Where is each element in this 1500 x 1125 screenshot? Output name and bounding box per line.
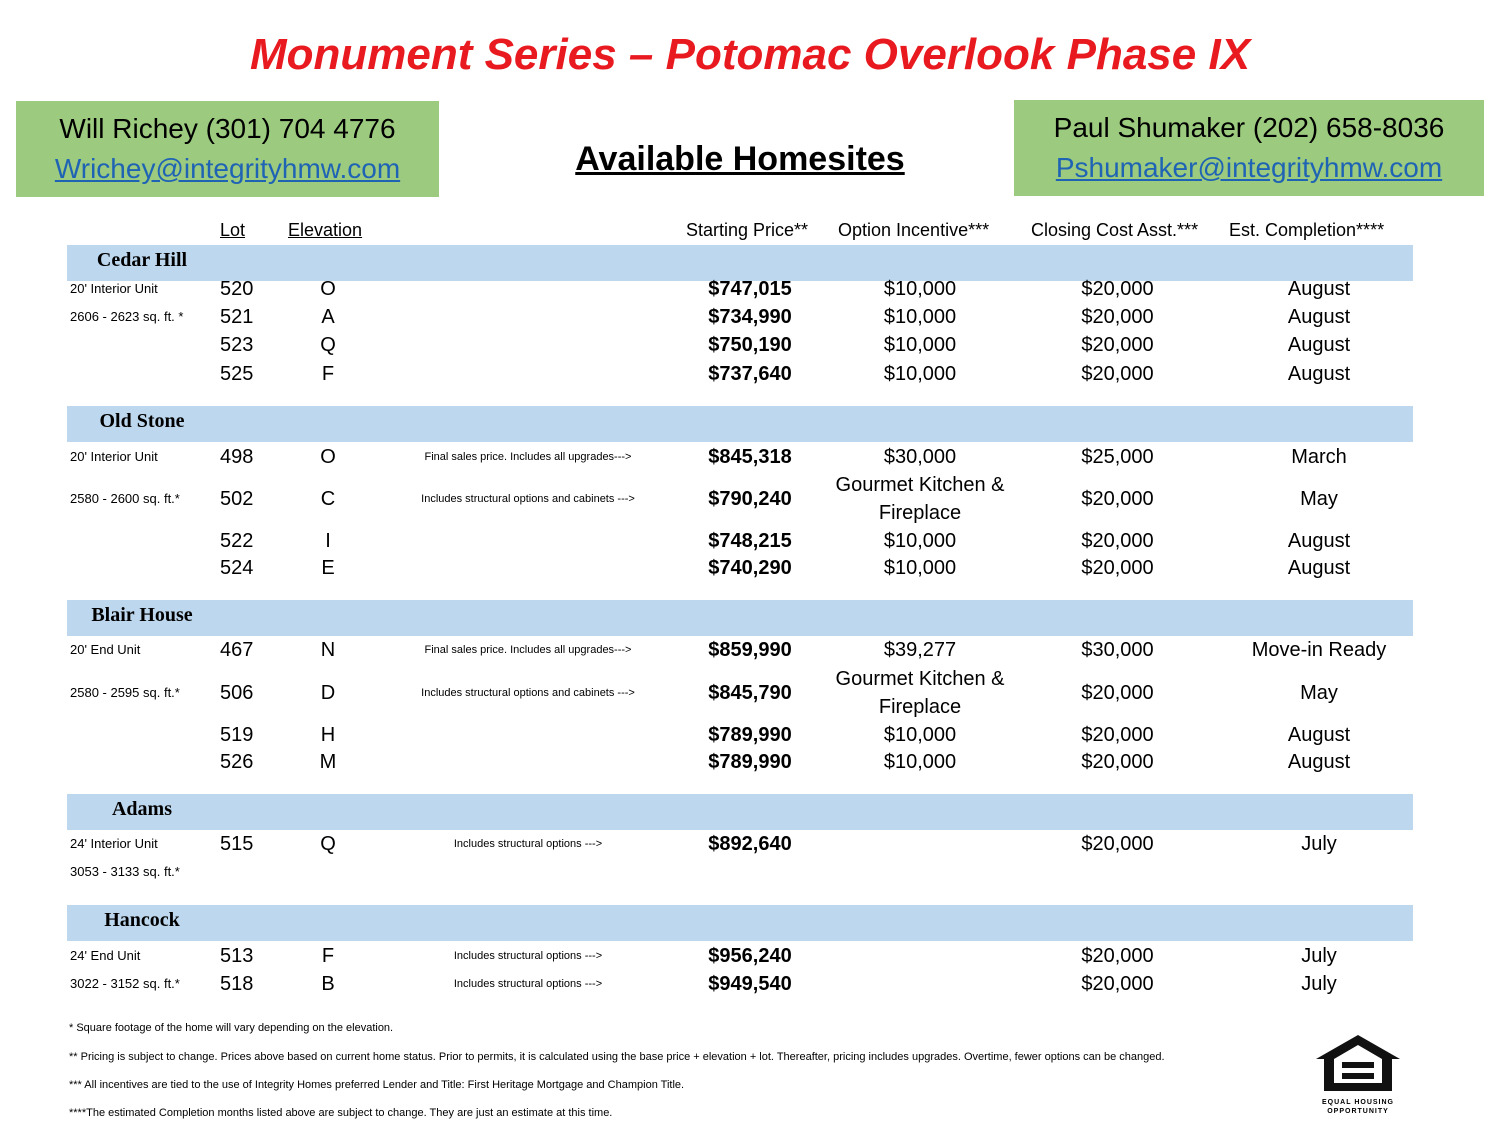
table-row — [0, 720, 1500, 750]
starting-price: $748,215 — [708, 530, 792, 552]
lot-number: 526 — [220, 751, 254, 773]
est-completion: August — [1287, 363, 1351, 385]
contact-box-right — [1014, 100, 1484, 196]
lot-number: 520 — [220, 278, 254, 300]
option-incentive: $30,000 — [883, 446, 957, 468]
lot-number: 502 — [220, 488, 254, 510]
closing-cost: $20,000 — [1081, 724, 1154, 746]
lot-number: 524 — [220, 557, 254, 579]
closing-cost: $25,000 — [1081, 446, 1154, 468]
page-title: Monument Series – Potomac Overlook Phase IX — [249, 30, 1251, 79]
starting-price: $789,990 — [708, 751, 792, 773]
option-incentive: $10,000 — [883, 751, 957, 773]
est-completion: Move-in Ready — [1251, 639, 1387, 661]
closing-cost: $20,000 — [1081, 334, 1154, 356]
contact-name-phone: Paul Shumaker (202) 658-8036 — [1053, 112, 1445, 143]
table-row — [0, 635, 1500, 665]
table-row — [0, 969, 1500, 999]
est-completion: August — [1287, 724, 1351, 746]
closing-cost: $20,000 — [1081, 557, 1154, 579]
contact-email-link[interactable]: Wrichey@integrityhmw.com — [54, 153, 401, 184]
option-incentive: $10,000 — [883, 334, 957, 356]
option-incentive: $10,000 — [883, 278, 957, 300]
table-row — [0, 747, 1500, 777]
closing-cost: $20,000 — [1081, 833, 1154, 855]
table-row — [0, 668, 1500, 718]
starting-price: $750,190 — [708, 334, 792, 356]
option-incentive: $10,000 — [883, 530, 957, 552]
option-incentive: $10,000 — [883, 363, 957, 385]
starting-price: $892,640 — [708, 833, 792, 855]
section-name: Cedar Hill — [96, 249, 188, 271]
elevation: A — [321, 306, 335, 328]
table-row — [0, 553, 1500, 583]
table-row — [0, 857, 1500, 887]
section-band — [67, 905, 1413, 941]
elevation: F — [321, 363, 335, 385]
section-name: Adams — [111, 798, 172, 820]
section-band — [67, 406, 1413, 442]
est-completion: July — [1301, 945, 1337, 967]
header-starting-price: Starting Price** — [686, 220, 809, 240]
closing-cost: $20,000 — [1081, 530, 1154, 552]
est-completion: July — [1301, 973, 1337, 995]
lot-description: 2606 - 2623 sq. ft. * — [70, 309, 184, 324]
option-incentive: Gourmet Kitchen & Fireplace — [835, 668, 1005, 718]
eho-line2: OPPORTUNITY — [1327, 1108, 1389, 1115]
lot-description: 20' End Unit — [70, 642, 141, 657]
remark: Includes structural options ---> — [453, 838, 603, 850]
lot-number: 525 — [220, 363, 254, 385]
closing-cost: $20,000 — [1081, 945, 1154, 967]
remark: Includes structural options ---> — [453, 950, 603, 962]
table-row — [0, 829, 1500, 859]
lot-description: 3053 - 3133 sq. ft.* — [70, 864, 180, 879]
table-row — [0, 442, 1500, 472]
contact-box-left — [16, 101, 439, 197]
elevation: Q — [320, 833, 336, 855]
lot-number: 515 — [220, 833, 254, 855]
starting-price: $789,990 — [708, 724, 792, 746]
lot-number: 518 — [220, 973, 254, 995]
table-row — [0, 526, 1500, 556]
starting-price: $845,790 — [708, 682, 792, 704]
equal-housing-logo — [1312, 1033, 1404, 1116]
lot-number: 513 — [220, 945, 254, 967]
contact-email-link[interactable]: Pshumaker@integrityhmw.com — [1055, 152, 1443, 183]
starting-price: $845,318 — [708, 446, 792, 468]
header-est-completion: Est. Completion**** — [1229, 220, 1385, 240]
closing-cost: $20,000 — [1081, 306, 1154, 328]
option-incentive: $39,277 — [883, 639, 957, 661]
lot-description: 20' Interior Unit — [70, 281, 158, 296]
section-name: Old Stone — [99, 410, 185, 432]
est-completion: July — [1301, 833, 1337, 855]
est-completion: May — [1300, 488, 1338, 510]
table-row — [0, 302, 1500, 332]
est-completion: August — [1287, 334, 1351, 356]
est-completion: May — [1300, 682, 1338, 704]
option-incentive: Gourmet Kitchen & Fireplace — [835, 474, 1005, 524]
lot-number: 519 — [220, 724, 254, 746]
starting-price: $737,640 — [708, 363, 792, 385]
est-completion: August — [1287, 557, 1351, 579]
closing-cost: $20,000 — [1081, 278, 1154, 300]
option-incentive: $10,000 — [883, 724, 957, 746]
elevation: I — [325, 530, 331, 552]
section-band — [67, 794, 1413, 830]
section-name: Hancock — [104, 909, 180, 931]
elevation: N — [320, 639, 336, 661]
footnote: * Square footage of the home will vary depending on the elevation. — [69, 1022, 394, 1034]
remark: Final sales price. Includes all upgrades---> — [424, 644, 632, 656]
lot-description: 24' End Unit — [70, 948, 141, 963]
est-completion: August — [1287, 306, 1351, 328]
elevation: F — [321, 945, 335, 967]
elevation: Q — [320, 334, 336, 356]
header-option-incentive: Option Incentive*** — [838, 220, 990, 240]
est-completion: August — [1287, 530, 1351, 552]
header-elevation: Elevation — [288, 220, 363, 240]
closing-cost: $20,000 — [1081, 973, 1154, 995]
footnote: ****The estimated Completion months listed above are subject to change. They are just an estimate at this time. — [69, 1107, 613, 1119]
starting-price: $949,540 — [708, 973, 792, 995]
eho-line1: EQUAL HOUSING — [1322, 1099, 1394, 1106]
elevation: C — [320, 488, 336, 510]
elevation: E — [321, 557, 335, 579]
lot-description: 20' Interior Unit — [70, 449, 158, 464]
closing-cost: $20,000 — [1081, 363, 1154, 385]
starting-price: $790,240 — [708, 488, 792, 510]
footnote: *** All incentives are tied to the use of Integrity Homes preferred Lender and Title: First Heritage Mortgage and Champion Title. — [69, 1079, 685, 1091]
elevation: O — [320, 446, 336, 468]
starting-price: $859,990 — [708, 639, 792, 661]
starting-price: $740,290 — [708, 557, 792, 579]
closing-cost: $20,000 — [1081, 751, 1154, 773]
remark: Includes structural options ---> — [453, 978, 603, 990]
starting-price: $956,240 — [708, 945, 792, 967]
section-band — [67, 600, 1413, 636]
option-incentive: $10,000 — [883, 557, 957, 579]
table-row — [0, 941, 1500, 971]
remark: Includes structural options and cabinets ---> — [421, 493, 635, 505]
lot-description: 3022 - 3152 sq. ft.* — [70, 976, 180, 991]
table-row — [0, 474, 1500, 524]
table-row — [0, 274, 1500, 304]
lot-number: 498 — [220, 446, 254, 468]
equal-housing-icon — [1314, 1033, 1402, 1093]
lot-number: 522 — [220, 530, 254, 552]
contact-name-phone: Will Richey (301) 704 4776 — [59, 113, 396, 144]
est-completion: August — [1287, 278, 1351, 300]
elevation: M — [319, 751, 337, 773]
elevation: O — [320, 278, 336, 300]
remark: Final sales price. Includes all upgrades---> — [424, 451, 632, 463]
remark: Includes structural options and cabinets ---> — [421, 687, 635, 699]
table-row — [0, 330, 1500, 360]
footnote: ** Pricing is subject to change. Prices above based on current home status. Prior to permits, it is calculated using the base price + elevation + lot. Thereafter, pricing includes upgrades. Overtime, fewer options can be changed. — [69, 1051, 1165, 1063]
lot-number: 521 — [220, 306, 254, 328]
elevation: B — [321, 973, 335, 995]
lot-description: 2580 - 2595 sq. ft.* — [70, 685, 180, 700]
closing-cost: $20,000 — [1081, 682, 1154, 704]
option-incentive: $10,000 — [883, 306, 957, 328]
table-row — [0, 359, 1500, 389]
est-completion: August — [1287, 751, 1351, 773]
lot-number: 506 — [220, 682, 254, 704]
lot-number: 523 — [220, 334, 254, 356]
header-lot: Lot — [220, 220, 246, 240]
elevation: D — [320, 682, 336, 704]
starting-price: $734,990 — [708, 306, 792, 328]
closing-cost: $30,000 — [1081, 639, 1154, 661]
header-closing-cost: Closing Cost Asst.*** — [1031, 220, 1199, 240]
starting-price: $747,015 — [708, 278, 792, 300]
lot-number: 467 — [220, 639, 254, 661]
section-name: Blair House — [91, 604, 193, 626]
lot-description: 24' Interior Unit — [70, 836, 158, 851]
lot-description: 2580 - 2600 sq. ft.* — [70, 491, 180, 506]
closing-cost: $20,000 — [1081, 488, 1154, 510]
est-completion: March — [1291, 446, 1347, 468]
section-subtitle: Available Homesites — [575, 140, 905, 178]
elevation: H — [320, 724, 336, 746]
